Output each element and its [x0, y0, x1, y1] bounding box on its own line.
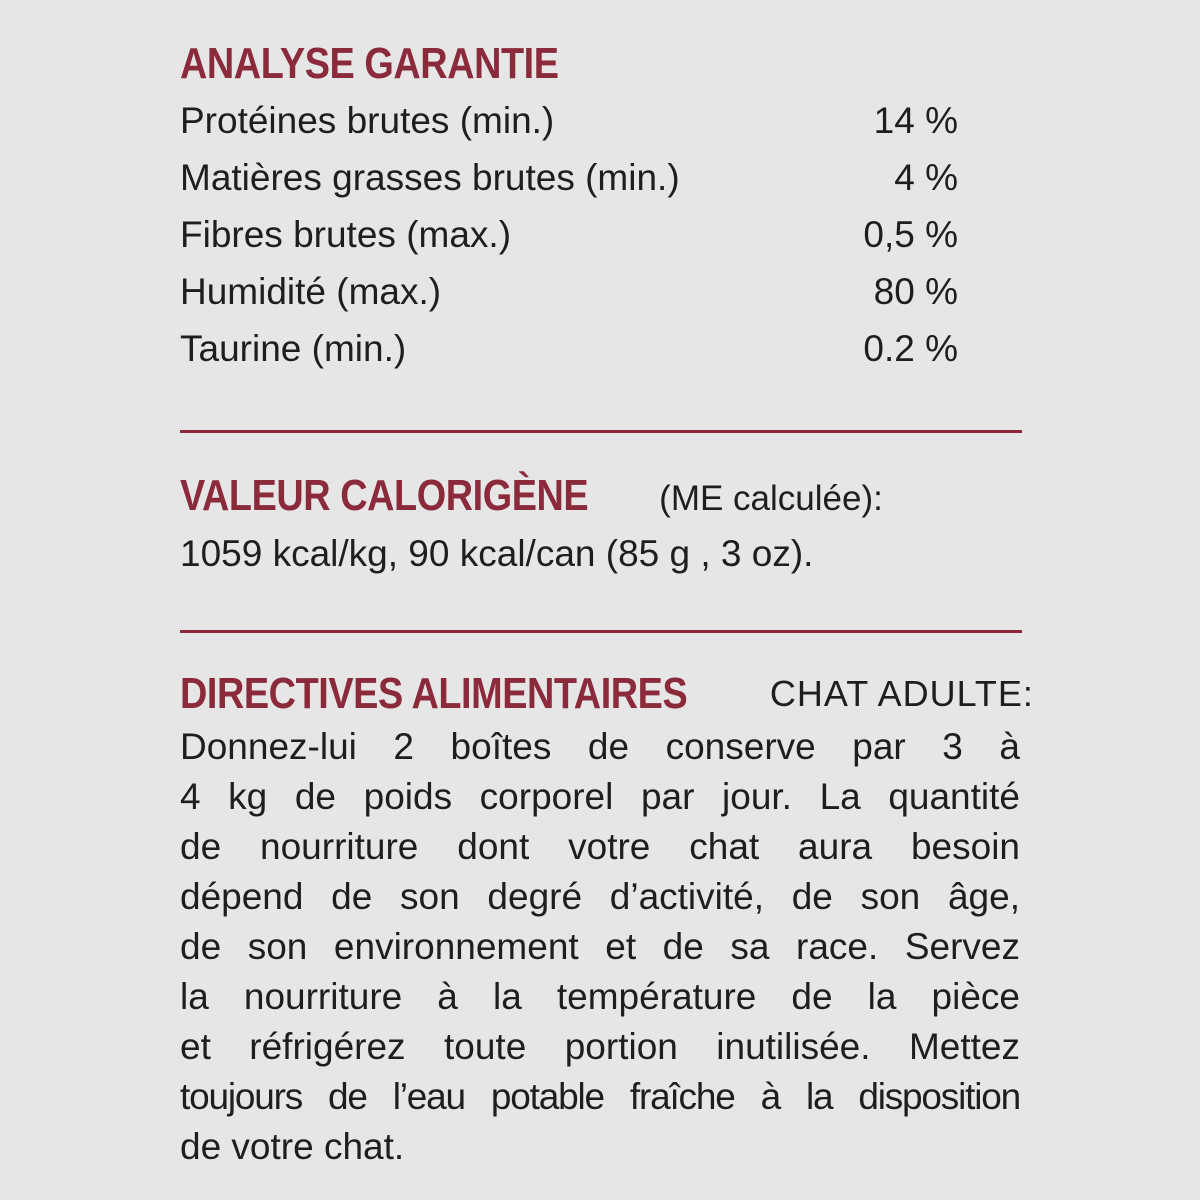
directives-text-line: de votre chat.	[180, 1126, 405, 1167]
directives-text-line: la nourriture à la température de la pièce	[180, 976, 1020, 1017]
analysis-row-fat	[180, 149, 960, 206]
analysis-row-value: 4 %	[894, 157, 958, 198]
section-divider	[180, 430, 1022, 433]
directives-text-line: et réfrigérez toute portion inutilisée. Mettez	[180, 1026, 1020, 1067]
analysis-title	[180, 36, 960, 92]
analysis-row-taurine	[180, 320, 960, 377]
calorie-subtitle: (ME calculée):	[659, 479, 883, 518]
analysis-row-value: 0,5 %	[863, 214, 958, 255]
directives-subtitle: CHAT ADULTE:	[769, 673, 1034, 714]
directives-heading: DIRECTIVES ALIMENTAIRES	[180, 669, 688, 718]
analysis-row-value: 80 %	[873, 271, 958, 312]
directives-text-line: 4 kg de poids corporel par jour. La quantité	[180, 776, 1020, 817]
directives-text-line: de nourriture dont votre chat aura besoin	[180, 826, 1020, 867]
analysis-row-moisture	[180, 263, 960, 320]
analysis-row-label: Matières grasses brutes (min.)	[180, 157, 680, 198]
analysis-row-value: 0.2 %	[863, 328, 958, 369]
section-divider	[180, 630, 1022, 633]
directives-text-line: dépend de son degré d’activité, de son âge,	[180, 876, 1020, 917]
analysis-row-value: 14 %	[873, 100, 958, 141]
calorie-title-line	[180, 466, 1022, 526]
directives-text-line: Donnez-lui 2 boîtes de conserve par 3 à	[180, 726, 1020, 767]
directives-text-line: toujours de l’eau potable fraîche à la disposition	[180, 1076, 1020, 1117]
analysis-row-label: Protéines brutes (min.)	[180, 100, 555, 141]
feeding-directives-section	[180, 666, 1034, 1172]
analysis-row-label: Fibres brutes (max.)	[180, 214, 512, 255]
calorie-value: 1059 kcal/kg, 90 kcal/can (85 g , 3 oz).	[180, 533, 814, 574]
guaranteed-analysis-section	[180, 36, 960, 377]
calorie-section	[180, 466, 1022, 582]
directives-text-line: de son environnement et de sa race. Servez	[180, 926, 1020, 967]
analysis-row-fiber	[180, 206, 960, 263]
analysis-row-protein	[180, 92, 960, 149]
directives-title-line	[180, 666, 1034, 722]
analysis-row-label: Taurine (min.)	[180, 328, 407, 369]
calorie-heading: VALEUR CALORIGÈNE	[180, 471, 589, 520]
analysis-heading: ANALYSE GARANTIE	[180, 39, 559, 88]
analysis-row-label: Humidité (max.)	[180, 271, 442, 312]
